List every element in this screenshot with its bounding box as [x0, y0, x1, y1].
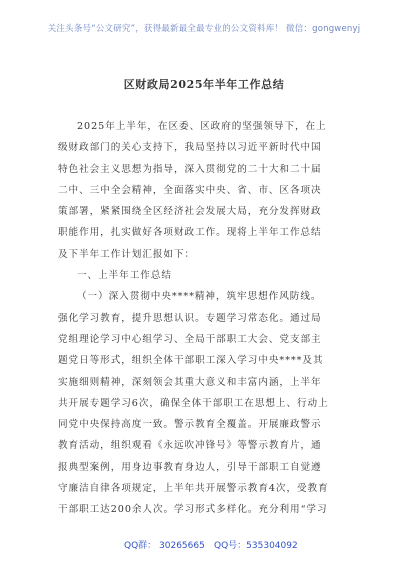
body-line: 特色社会主义思想为指导，深入贯彻党的二十大和二十届: [58, 163, 322, 175]
subsection-heading: （一）深入贯彻中央****精神，筑牢思想作风防线。: [77, 291, 322, 303]
body-line: 实施细则精神，深刻领会其重大意义和丰富内涵，上半年: [58, 376, 322, 388]
body-line: 强化学习教育，提升思想认识。专题学习常态化。通过局: [58, 312, 322, 324]
body-line: 职能作用，扎实做好各项财政工作。现将上半年工作总结: [58, 227, 322, 239]
body-line: 2025年上半年，在区委、区政府的坚强领导下，在上: [77, 121, 327, 132]
header-banner: 关注头条号“公文研究”，获得最新最全最专业的公文资料库！ 微信：gongwenyj: [47, 24, 361, 34]
body-line: 同党中央保持高度一致。警示教育全覆盖。开展廉政警示: [58, 419, 322, 431]
body-line: 题党日等形式，组织全体干部职工深入学习中央****及其: [58, 355, 324, 367]
qq-group-link[interactable]: QQ群： 30265665: [124, 541, 205, 551]
body-line: 报典型案例，用身边事教育身边人，引导干部职工自觉遵: [58, 461, 322, 473]
body-line: 守廉洁自律各项规定，上半年共开展警示教育4次，受教育: [58, 483, 329, 495]
body-line: 级财政部门的关心支持下，我局坚持以习近平新时代中国: [58, 142, 322, 154]
document-title: 区财政局2025年半年工作总结: [123, 78, 285, 91]
body-line: 共开展专题学习6次，确保全体干部职工在思想上、行动上: [58, 397, 329, 409]
body-line: 干部职工达200余人次。学习形式多样化。充分利用“学习: [58, 504, 328, 516]
qq-number-link[interactable]: QQ号：535304092: [214, 541, 298, 551]
section-heading: 一、上半年工作总结: [77, 270, 172, 282]
body-line: 及下半年工作计划汇报如下：: [58, 248, 196, 260]
body-line: 二中、三中全会精神，全面落实中央、省、市、区各项决: [58, 184, 322, 196]
body-line: 教育活动，组织观看《永远吹冲锋号》等警示教育片，通: [58, 440, 322, 452]
body-line: 策部署，紧紧围绕全区经济社会发展大局，充分发挥财政: [58, 206, 322, 218]
document-body: [58, 116, 354, 521]
body-line: 党组理论学习中心组学习、全局干部职工大会、党支部主: [58, 333, 322, 345]
